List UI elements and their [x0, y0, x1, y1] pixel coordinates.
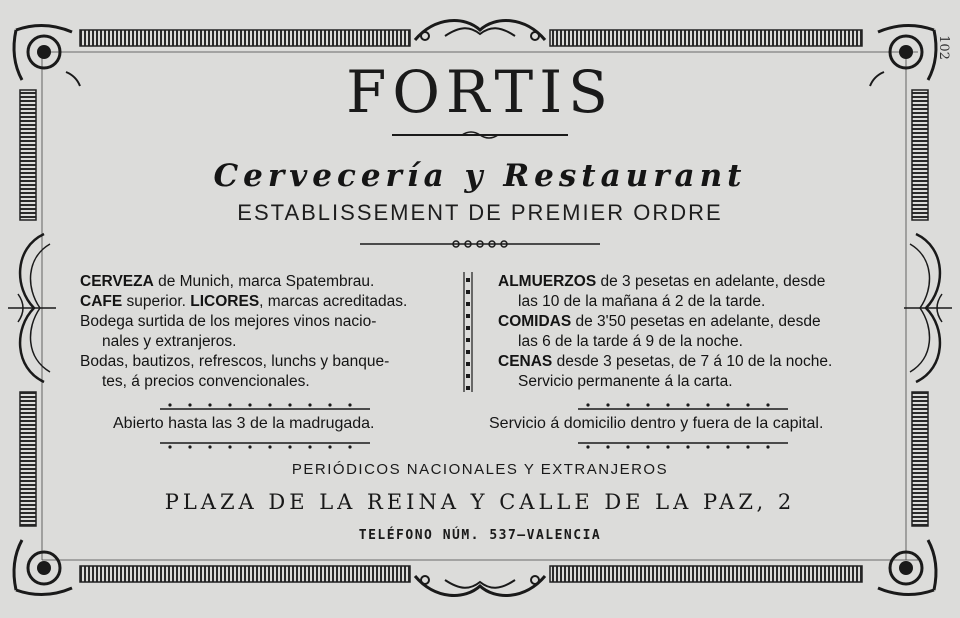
address: PLAZA DE LA REINA Y CALLE DE LA PAZ, 2: [164, 490, 796, 514]
divider-rule-icon: [578, 440, 788, 450]
divider-rule-icon: [160, 402, 370, 412]
delivery-service-note: Servicio á domicilio dentro y fuera de la capital.: [489, 415, 824, 432]
scroll-flourish-icon: [405, 566, 555, 610]
list-item: COMIDAS de 3'50 pesetas en adelante, desde: [498, 313, 821, 330]
column-divider-icon: [460, 272, 476, 392]
page-number: 102: [936, 35, 952, 60]
divider-rule-icon: [160, 440, 370, 450]
side-lyre-ornament-icon: [900, 228, 956, 388]
list-item: CAFE superior. LICORES, marcas acreditadas.: [80, 293, 408, 310]
list-item: Bodas, bautizos, refrescos, lunchs y banque-: [80, 353, 390, 370]
services-list-right: [498, 272, 870, 392]
list-item: Bodega surtida de los mejores vinos nacio-: [80, 313, 377, 330]
list-item: CENAS desde 3 pesetas, de 7 á 10 de la noche.: [498, 353, 833, 370]
list-item: nales y extranjeros.: [102, 333, 237, 350]
business-name: FORTIS: [346, 58, 614, 126]
opening-hours-note: Abierto hasta las 3 de la madrugada.: [113, 415, 375, 432]
list-item: las 10 de la mañana á 2 de la tarde.: [518, 293, 766, 310]
scroll-flourish-icon: [405, 6, 555, 50]
newspapers-note: PERIÓDICOS NACIONALES Y EXTRANJEROS: [291, 461, 669, 478]
business-tagline: ESTABLISSEMENT DE PREMIER ORDRE: [237, 200, 723, 225]
divider-rule-icon: [360, 238, 600, 250]
business-subtitle: Cervecería y Restaurant: [213, 158, 747, 194]
list-item: las 6 de la tarde á 9 de la noche.: [518, 333, 743, 350]
list-item: ALMUERZOS de 3 pesetas en adelante, desde: [498, 273, 826, 290]
divider-rule-icon: [392, 130, 568, 140]
list-item: tes, á precios convencionales.: [102, 373, 310, 390]
divider-rule-icon: [578, 402, 788, 412]
list-item: Servicio permanente á la carta.: [518, 373, 733, 390]
telephone: TELÉFONO NÚM. 537—VALENCIA: [358, 528, 602, 543]
list-item: CERVEZA de Munich, marca Spatembrau.: [80, 273, 375, 290]
side-lyre-ornament-icon: [4, 228, 60, 388]
services-list-left: [80, 272, 460, 392]
